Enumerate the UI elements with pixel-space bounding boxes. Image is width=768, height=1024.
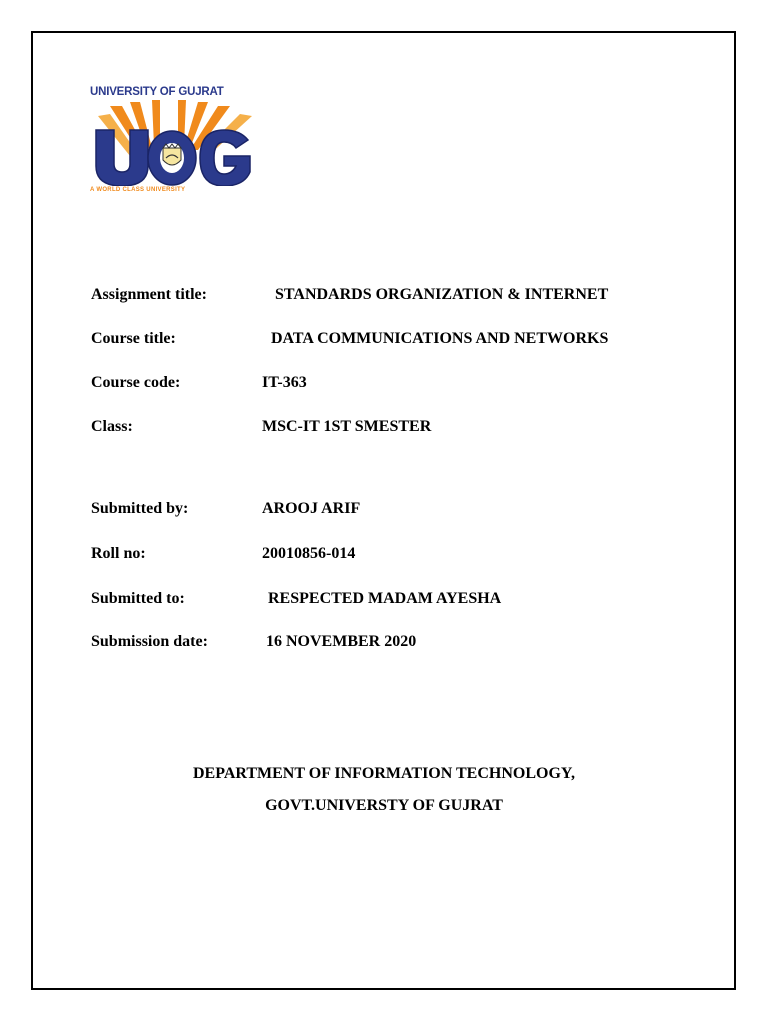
- course-title-value: DATA COMMUNICATIONS AND NETWORKS: [271, 330, 609, 347]
- class-value: MSC-IT 1ST SMESTER: [262, 418, 432, 435]
- roll-no-label: Roll no:: [91, 545, 146, 562]
- roll-no-value: 20010856-014: [262, 545, 356, 562]
- university-line: GOVT.UNIVERSTY OF GUJRAT: [265, 797, 503, 814]
- logo-university-name: UNIVERSITY OF GUJRAT: [90, 86, 224, 98]
- logo-tagline: A WORLD CLASS UNIVERSITY: [90, 187, 186, 193]
- submission-date-value: 16 NOVEMBER 2020: [266, 633, 417, 650]
- submitted-to-value: RESPECTED MADAM AYESHA: [268, 590, 502, 607]
- class-label: Class:: [91, 418, 133, 435]
- uog-monogram-icon: [90, 98, 258, 186]
- submitted-by-label: Submitted by:: [91, 500, 189, 517]
- submission-date-label: Submission date:: [91, 633, 208, 650]
- course-code-value: IT-363: [262, 374, 307, 391]
- assignment-title-label: Assignment title:: [91, 286, 207, 303]
- submitted-by-value: AROOJ ARIF: [262, 500, 361, 517]
- assignment-title-value: STANDARDS ORGANIZATION & INTERNET: [275, 286, 609, 303]
- course-title-label: Course title:: [91, 330, 176, 347]
- course-code-label: Course code:: [91, 374, 181, 391]
- department-line: DEPARTMENT OF INFORMATION TECHNOLOGY,: [193, 765, 575, 782]
- submitted-to-label: Submitted to:: [91, 590, 185, 607]
- university-logo: [90, 86, 258, 198]
